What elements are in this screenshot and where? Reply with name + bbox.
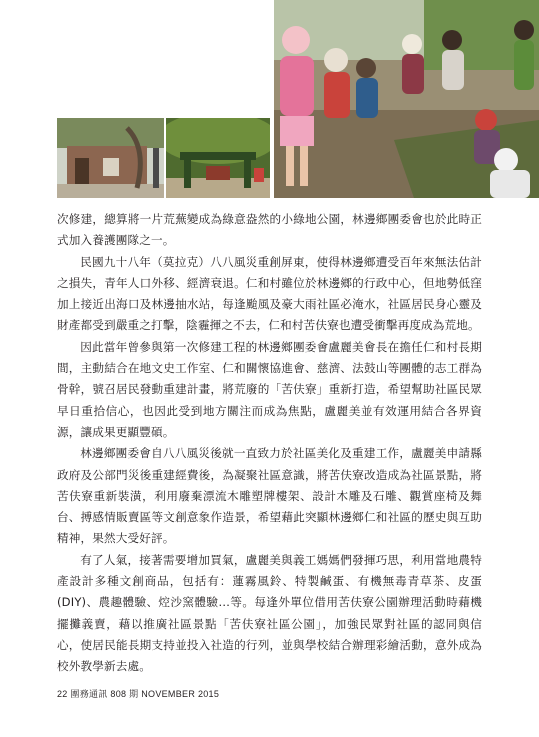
paragraph-4: 林邊鄉團委會自八八風災後就一直致力於社區美化及重建工作，盧麗美申請縣政府及公部門災後重建經費後，為凝聚社區意識，將苦伕寮改造成為社區景點，將苦伕寮重新裝潢，利用廢棄漂流木雕塑牌樓架、設計木雕及石雕、觀賞座椅及舞台、搏感情販賣區等文創意象作造景，希望藉此突顯林邊鄉仁和社區的歷史與互助精神，果然大受好評。 xyxy=(57,446,482,546)
photo-wooden-gate-image xyxy=(166,118,270,198)
paragraph-2: 民國九十八年（莫拉克）八八風災重創屏東，使得林邊鄉遭受百年來無法估計之損失，青年人口外移、經濟衰退。仁和村雖位於林邊鄉的行政中心，但地勢低窪加上接近出海口及林邊抽水站，每逢颱風及豪大雨社區必淹水，社區居民身心靈及財產都受到嚴重之打擊，陰霾揮之不去，仁和村苦伕寮也遭受衝擊再度成為荒地。 xyxy=(57,254,482,333)
paragraph-5: 有了人氣，接著需要增加買氣，盧麗美與義工媽媽們發揮巧思，利用當地農特產設計多種文創商品，包括有：蓮霧風鈴、特製鹹蛋、有機無毒青草茶、皮蛋(DIY)、農趣體驗、焢沙窯體驗…等。每逢外單位借用苦伕寮公園辦理活動時藉機擺攤義賣，藉以推廣社區景點「苦伕寮社區公園」，加強民眾對社區的認同與信心，使居民能長期支持並投入社造的行列，並與學校結合辦理彩繪活動，意外成為校外教學新去處。 xyxy=(57,552,482,674)
photo-old-building-image xyxy=(57,118,164,198)
photo-children-planting-image xyxy=(274,0,539,198)
photo-old-building xyxy=(57,118,164,198)
article-body xyxy=(57,209,482,678)
photo-children-planting xyxy=(274,0,539,198)
paragraph-1: 次修建，總算將一片荒蕪變成為綠意盎然的小綠地公園，林邊鄉團委會也於此時正式加入養護團隊之一。 xyxy=(57,212,482,248)
photo-wooden-gate xyxy=(166,118,270,198)
paragraph-3: 因此當年曾參與第一次修建工程的林邊鄉團委會盧麗美會長在擔任仁和村長期間，主動結合在地文史工作室、仁和關懷協進會、慈濟、法鼓山等團體的志工群為骨幹，號召居民發動重建計畫，將荒廢的「苦伕寮」重新打造，希望幫助社區民眾早日重拾信心，也因此受到地方關注而成為焦點，盧麗美並有效運用結合各界資源，讓成果更顯豐碩。 xyxy=(57,339,482,439)
page-footer: 22 團務通訊 808 期 NOVEMBER 2015 xyxy=(57,689,220,699)
